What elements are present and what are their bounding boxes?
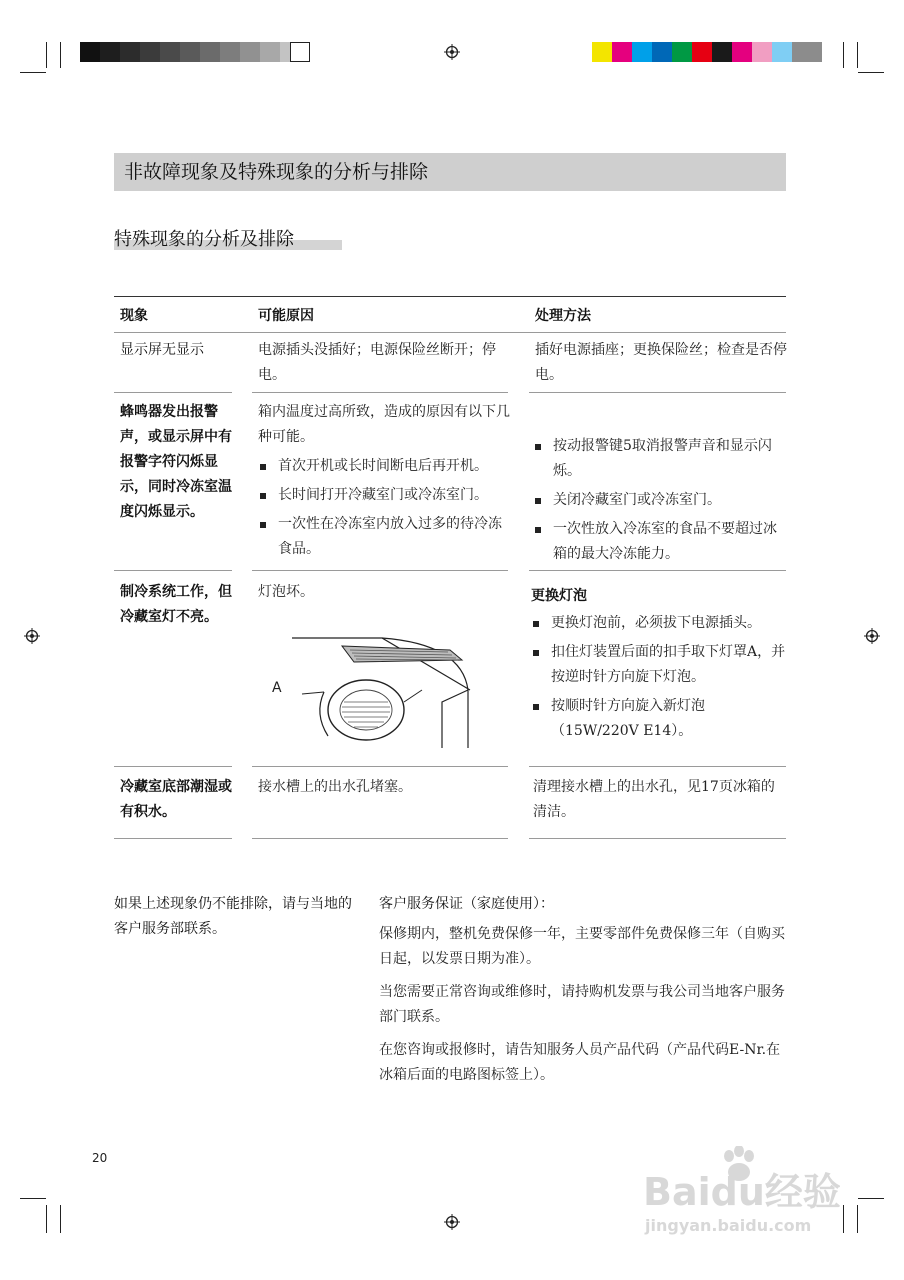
solution-cell	[533, 430, 787, 567]
color-swatch	[652, 42, 672, 62]
cause-list	[258, 454, 510, 562]
crop-mark	[60, 42, 61, 68]
crop-mark	[60, 1205, 61, 1233]
color-swatch	[732, 42, 752, 62]
color-swatch	[692, 42, 712, 62]
table-rule	[529, 838, 786, 839]
cause-cell: 接水槽上的出水孔堵塞。	[258, 779, 412, 795]
solution-cell: 清理接水槽上的出水孔，见17页冰箱的清洁。	[533, 779, 775, 820]
column-header-solution: 处理方法	[535, 308, 591, 324]
gray-swatch	[160, 42, 180, 62]
color-swatch	[612, 42, 632, 62]
service-guarantee-title: 客户服务保证（家庭使用）：	[379, 896, 554, 912]
solution-list	[533, 434, 787, 567]
gray-swatch	[260, 42, 280, 62]
table-rule	[114, 332, 786, 333]
gray-swatch	[290, 42, 310, 62]
registration-mark-icon	[864, 628, 880, 644]
section-title: 特殊现象的分析及排除	[114, 229, 294, 250]
gray-swatch	[140, 42, 160, 62]
table-rule	[114, 766, 232, 767]
gray-swatch	[100, 42, 120, 62]
color-swatch	[632, 42, 652, 62]
symptom-cell: 制冷系统工作，但冷藏室灯不亮。	[120, 584, 232, 625]
list-item: 一次性放入冷冻室的食品不要超过冰箱的最大冷冻能力。	[533, 517, 787, 567]
list-item: 首次开机或长时间断电后再开机。	[258, 454, 510, 479]
crop-mark	[858, 1198, 884, 1199]
crop-mark	[843, 42, 844, 68]
color-swatch	[712, 42, 732, 62]
gray-swatch	[200, 42, 220, 62]
color-swatch	[752, 42, 772, 62]
table-rule	[529, 570, 786, 571]
list-item: 按动报警键5取消报警声音和显示闪烁。	[533, 434, 787, 484]
solution-list	[531, 611, 787, 744]
table-rule	[529, 766, 786, 767]
symptom-cell: 蜂鸣器发出报警声，或显示屏中有报警字符闪烁显示，同时冷冻室温度闪烁显示。	[120, 404, 232, 520]
table-rule	[114, 392, 232, 393]
gray-swatch	[80, 42, 100, 62]
solution-cell	[531, 607, 787, 744]
color-swatch	[672, 42, 692, 62]
watermark-brand: Baidu经验	[643, 1170, 841, 1214]
list-item: 扣住灯装置后面的扣手取下灯罩A，并按逆时针方向旋下灯泡。	[531, 640, 787, 690]
table-rule	[252, 838, 508, 839]
table-rule	[529, 392, 786, 393]
gray-swatch	[240, 42, 260, 62]
watermark-url: jingyan.baidu.com	[645, 1216, 812, 1235]
color-swatch	[792, 42, 822, 62]
contact-note: 如果上述现象仍不能排除，请与当地的客户服务部联系。	[114, 896, 352, 937]
gray-swatch	[180, 42, 200, 62]
crop-mark	[858, 72, 884, 73]
column-header-cause: 可能原因	[258, 308, 314, 324]
symptom-cell: 显示屏无显示	[120, 342, 204, 358]
color-swatch	[592, 42, 612, 62]
table-rule	[252, 766, 508, 767]
page-number: 20	[92, 1151, 108, 1165]
crop-mark	[857, 42, 858, 68]
list-item: 关闭冷藏室门或冷冻室门。	[533, 488, 787, 513]
table-rule	[114, 838, 232, 839]
registration-mark-icon	[444, 44, 460, 60]
registration-mark-icon	[444, 1214, 460, 1230]
gray-swatch	[120, 42, 140, 62]
cause-cell: 灯泡坏。	[258, 584, 314, 600]
gray-swatch	[220, 42, 240, 62]
service-paragraph: 当您需要正常咨询或维修时，请持购机发票与我公司当地客户服务部门联系。	[379, 984, 785, 1025]
symptom-cell: 冷藏室底部潮湿或有积水。	[120, 779, 232, 820]
crop-mark	[46, 42, 47, 68]
cause-intro: 箱内温度过高所致，造成的原因有以下几种可能。	[258, 404, 510, 445]
crop-mark	[857, 1205, 858, 1233]
color-swatch	[772, 42, 792, 62]
crop-mark	[20, 72, 46, 73]
cause-cell	[258, 400, 510, 562]
table-rule	[114, 570, 232, 571]
list-item: 长时间打开冷藏室门或冷冻室门。	[258, 483, 510, 508]
lamp-cover-illustration	[262, 632, 472, 750]
list-item: 更换灯泡前，必须拔下电源插头。	[531, 611, 787, 636]
crop-mark	[46, 1205, 47, 1233]
cause-cell: 电源插头没插好；电源保险丝断开；停电。	[258, 342, 496, 383]
figure-label: A	[272, 680, 282, 696]
crop-mark	[20, 1198, 46, 1199]
table-top-rule	[114, 296, 786, 297]
table-rule	[252, 392, 508, 393]
service-paragraph: 在您咨询或报修时，请告知服务人员产品代码（产品代码E-Nr.在冰箱后面的电路图标签上）。	[379, 1042, 781, 1083]
table-rule	[252, 570, 508, 571]
solution-title: 更换灯泡	[531, 588, 587, 604]
list-item: 按顺时针方向旋入新灯泡（15W/220V E14）。	[531, 694, 787, 744]
list-item: 一次性在冷冻室内放入过多的待冷冻食品。	[258, 512, 510, 562]
column-header-symptom: 现象	[120, 308, 148, 324]
crop-mark	[843, 1205, 844, 1233]
solution-cell: 插好电源插座；更换保险丝；检查是否停电。	[535, 342, 787, 383]
registration-mark-icon	[24, 628, 40, 644]
page-banner-title: 非故障现象及特殊现象的分析与排除	[114, 153, 786, 191]
service-paragraph: 保修期内，整机免费保修一年，主要零部件免费保修三年（自购买日起，以发票日期为准）。	[379, 926, 785, 967]
